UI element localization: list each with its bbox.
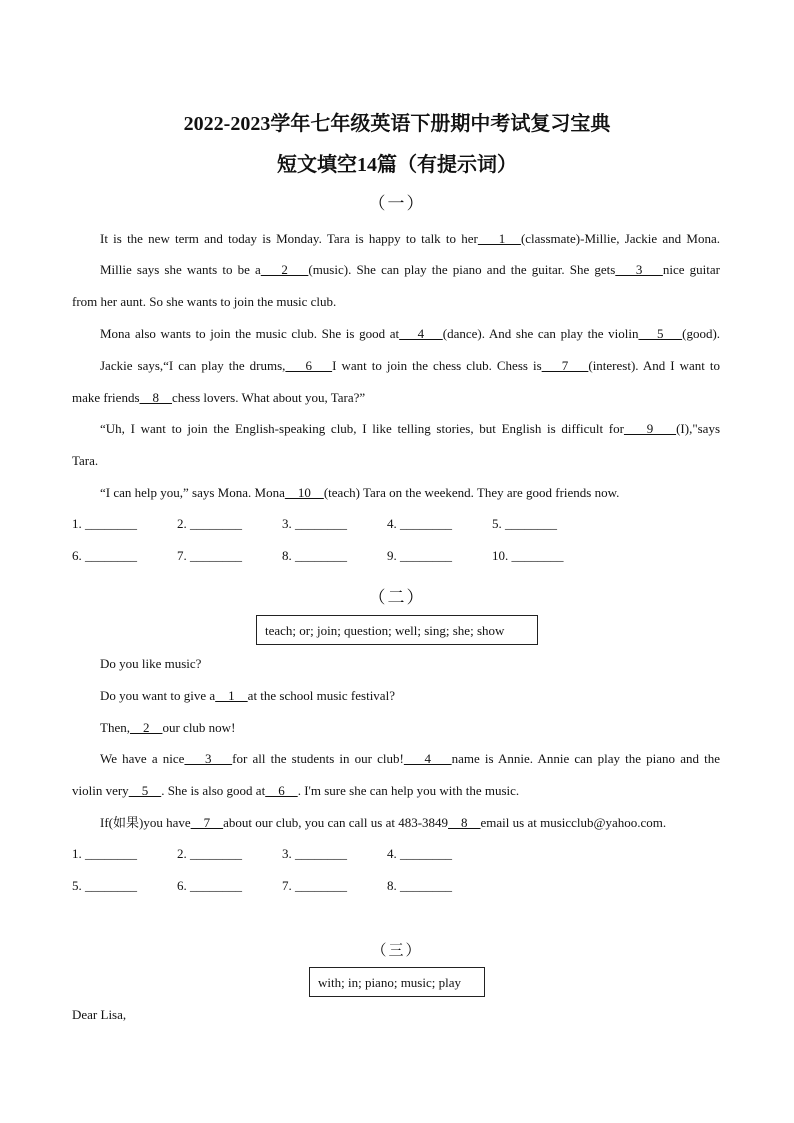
blank-5: 5 [128, 783, 162, 798]
answer-blank-6[interactable]: 6. ________ [177, 878, 242, 893]
blank-3: 3 [615, 262, 663, 277]
blank-7: 7 [541, 358, 589, 373]
section-heading-2: （二） [368, 588, 426, 607]
letter-greeting: Dear Lisa, [72, 1007, 127, 1022]
blank-8: 8 [139, 390, 173, 405]
blank-1: 1 [477, 231, 521, 246]
blank-4: 4 [403, 751, 452, 766]
section-heading-3: （三） [371, 943, 423, 959]
section-heading-1: （一） [368, 194, 426, 213]
passage-line: Do you like music? [100, 656, 202, 671]
blank-3: 3 [184, 751, 233, 766]
blank-6: 6 [285, 358, 333, 373]
passage-line: Tara. [72, 453, 99, 468]
answer-blank-1[interactable]: 1. ________ [72, 516, 137, 531]
answer-blank-10[interactable]: 10. ________ [492, 548, 564, 563]
answer-blank-2[interactable]: 2. ________ [177, 846, 242, 861]
blank-2: 2 [260, 262, 309, 277]
passage-line: Do you want to give a 1 at the school music festival? [100, 688, 395, 703]
blank-4: 4 [399, 326, 443, 341]
answer-blank-9[interactable]: 9. ________ [387, 548, 452, 563]
answer-blank-5[interactable]: 5. ________ [492, 516, 557, 531]
blank-7: 7 [190, 815, 224, 830]
blank-6: 6 [265, 783, 298, 798]
passage-line: If(如果)you have 7 about our club, you can call us at 483-3849 8 email us at musicclub@yahoo.com. [100, 815, 667, 830]
word-box-2: teach; or; join; question; well; sing; she; show [256, 615, 538, 645]
blank-9: 9 [623, 421, 677, 436]
passage-line: Jackie says,“I can play the drums, 6 I want to join the chess club. Chess is 7 (interest). And I want to [100, 358, 721, 373]
passage-line: Then, 2 our club now! [100, 720, 236, 735]
passage-line: Mona also wants to join the music club. She is good at 4 (dance). And she can play the violin 5 (good). [100, 326, 721, 341]
answer-blank-2[interactable]: 2. ________ [177, 516, 242, 531]
blank-2: 2 [129, 720, 163, 735]
passage-line: It is the new term and today is Monday. Tara is happy to talk to her 1 (classmate)-Millie, Jackie and Mona. [100, 231, 720, 246]
passage-line: “I can help you,” says Mona. Mona 10 (teach) Tara on the weekend. They are good friends now. [100, 485, 620, 500]
passage-line: We have a nice 3 for all the students in our club! 4 name is Annie. Annie can play the piano and the [100, 751, 721, 766]
answer-blank-7[interactable]: 7. ________ [282, 878, 347, 893]
blank-1: 1 [215, 688, 248, 703]
answer-blank-3[interactable]: 3. ________ [282, 516, 347, 531]
answer-blank-6[interactable]: 6. ________ [72, 548, 137, 563]
passage-line: from her aunt. So she wants to join the music club. [72, 294, 337, 309]
answer-blank-7[interactable]: 7. ________ [177, 548, 242, 563]
passage-line: Millie says she wants to be a 2 (music). She can play the piano and the guitar. She gets 3 nice guitar [100, 262, 720, 277]
word-box-3: with; in; piano; music; play [309, 967, 485, 997]
page-subtitle: 短文填空14篇（有提示词） [277, 154, 517, 176]
page-title: 2022-2023学年七年级英语下册期中考试复习宝典 [183, 113, 611, 135]
answer-blank-3[interactable]: 3. ________ [282, 846, 347, 861]
answer-blank-8[interactable]: 8. ________ [282, 548, 347, 563]
passage-line: make friends 8 chess lovers. What about you, Tara?” [72, 390, 366, 405]
answer-blank-4[interactable]: 4. ________ [387, 516, 452, 531]
blank-5: 5 [638, 326, 683, 341]
answer-blank-1[interactable]: 1. ________ [72, 846, 137, 861]
blank-10: 10 [284, 485, 324, 500]
answer-blank-5[interactable]: 5. ________ [72, 878, 137, 893]
answer-blank-4[interactable]: 4. ________ [387, 846, 452, 861]
blank-8: 8 [448, 815, 481, 830]
answer-blank-8[interactable]: 8. ________ [387, 878, 452, 893]
passage-line: “Uh, I want to join the English-speaking club, I like telling stories, but English is difficult for 9 (I),"says [100, 421, 721, 436]
passage-line: violin very 5 . She is also good at 6 . I'm sure she can help you with the music. [72, 783, 520, 798]
